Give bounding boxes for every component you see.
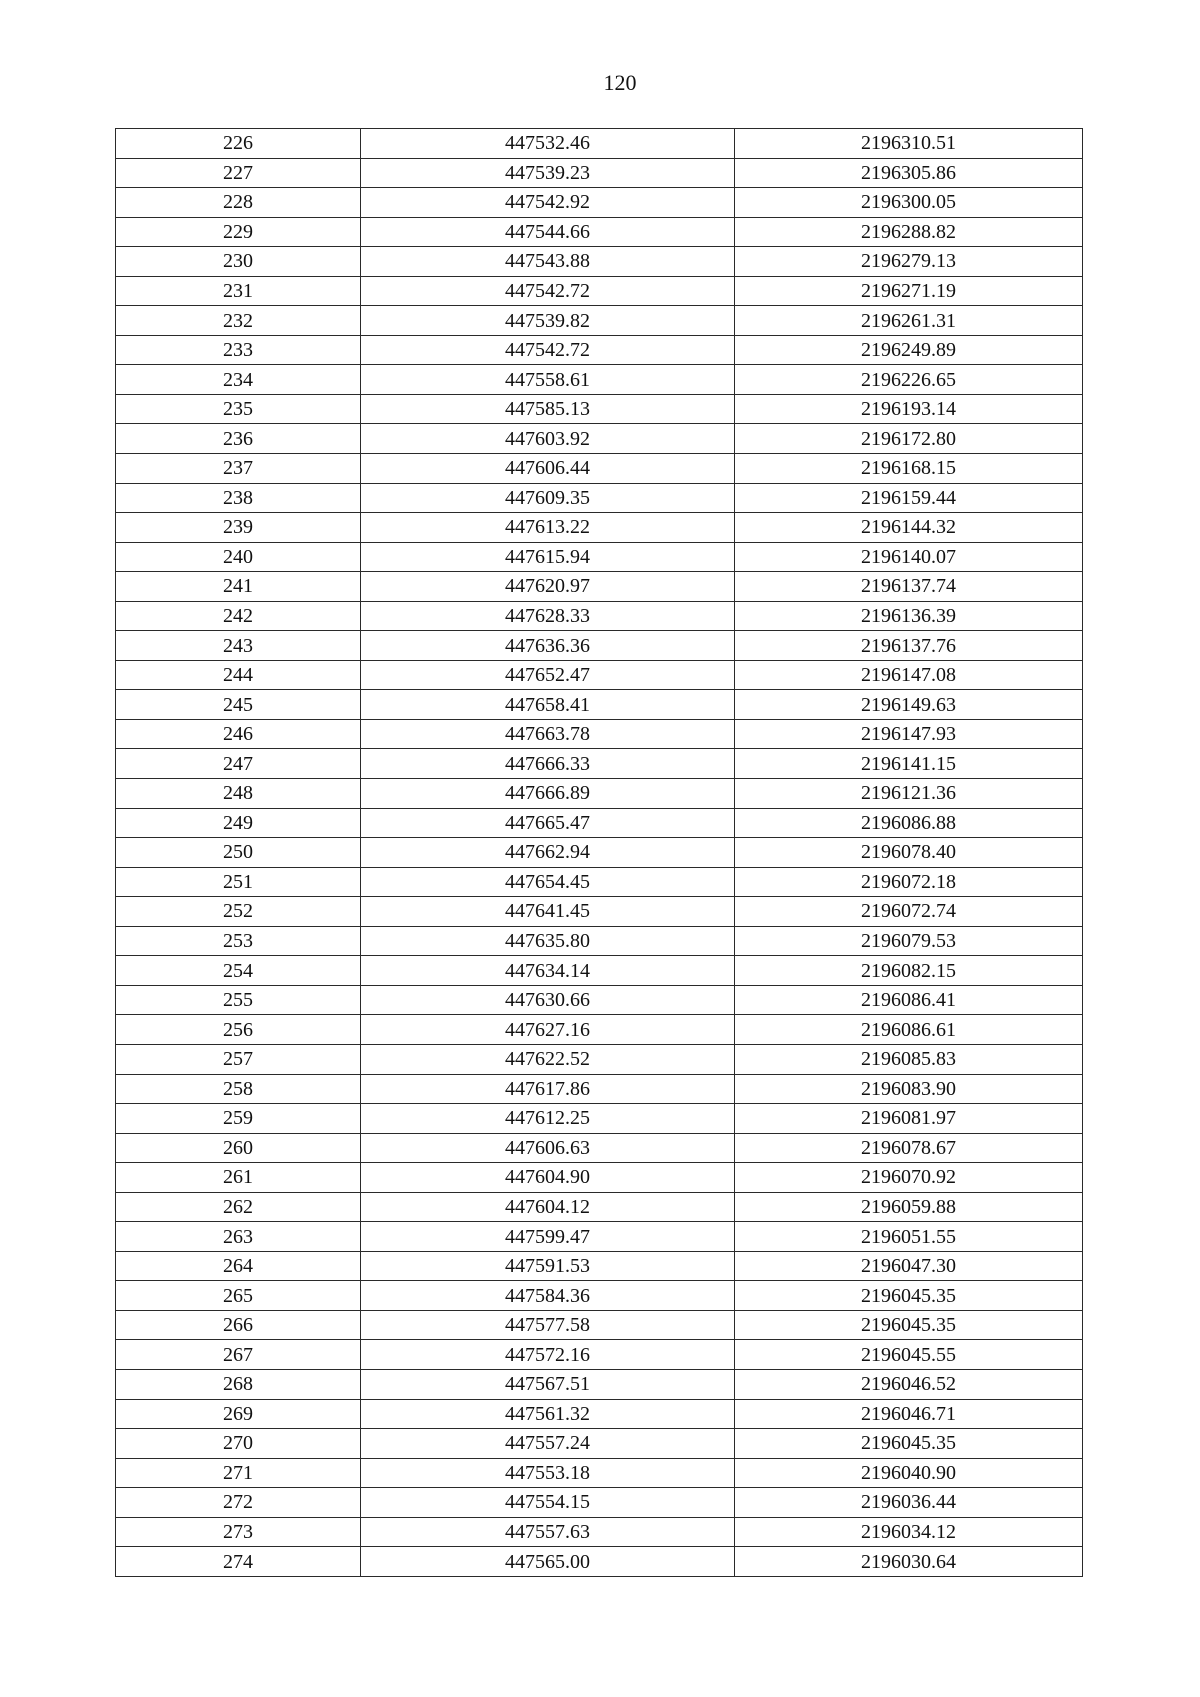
y-coordinate-cell: 2196288.82 <box>735 217 1083 247</box>
point-number-cell: 230 <box>116 247 361 277</box>
table-row <box>116 1547 1083 1577</box>
x-coordinate-cell: 447666.89 <box>361 779 735 809</box>
x-coordinate-cell: 447666.33 <box>361 749 735 779</box>
x-coordinate-cell: 447634.14 <box>361 956 735 986</box>
point-number-cell: 266 <box>116 1310 361 1340</box>
table-row <box>116 808 1083 838</box>
table-row <box>116 985 1083 1015</box>
point-number-cell: 240 <box>116 542 361 572</box>
point-number-cell: 234 <box>116 365 361 395</box>
y-coordinate-cell: 2196137.74 <box>735 572 1083 602</box>
y-coordinate-cell: 2196086.88 <box>735 808 1083 838</box>
table-row <box>116 1251 1083 1281</box>
point-number-cell: 260 <box>116 1133 361 1163</box>
x-coordinate-cell: 447604.12 <box>361 1192 735 1222</box>
table-row <box>116 247 1083 277</box>
table-row <box>116 1429 1083 1459</box>
y-coordinate-cell: 2196059.88 <box>735 1192 1083 1222</box>
y-coordinate-cell: 2196045.55 <box>735 1340 1083 1370</box>
y-coordinate-cell: 2196045.35 <box>735 1310 1083 1340</box>
x-coordinate-cell: 447532.46 <box>361 129 735 159</box>
x-coordinate-cell: 447652.47 <box>361 660 735 690</box>
table-row <box>116 513 1083 543</box>
y-coordinate-cell: 2196040.90 <box>735 1458 1083 1488</box>
x-coordinate-cell: 447567.51 <box>361 1369 735 1399</box>
point-number-cell: 227 <box>116 158 361 188</box>
x-coordinate-cell: 447609.35 <box>361 483 735 513</box>
y-coordinate-cell: 2196226.65 <box>735 365 1083 395</box>
y-coordinate-cell: 2196046.71 <box>735 1399 1083 1429</box>
x-coordinate-cell: 447627.16 <box>361 1015 735 1045</box>
y-coordinate-cell: 2196081.97 <box>735 1104 1083 1134</box>
table-row <box>116 335 1083 365</box>
y-coordinate-cell: 2196085.83 <box>735 1044 1083 1074</box>
table-row <box>116 572 1083 602</box>
table-row <box>116 1133 1083 1163</box>
table-row <box>116 1163 1083 1193</box>
table-row <box>116 690 1083 720</box>
x-coordinate-cell: 447663.78 <box>361 719 735 749</box>
point-number-cell: 245 <box>116 690 361 720</box>
point-number-cell: 232 <box>116 306 361 336</box>
x-coordinate-cell: 447585.13 <box>361 394 735 424</box>
x-coordinate-cell: 447665.47 <box>361 808 735 838</box>
x-coordinate-cell: 447542.72 <box>361 276 735 306</box>
y-coordinate-cell: 2196193.14 <box>735 394 1083 424</box>
y-coordinate-cell: 2196072.18 <box>735 867 1083 897</box>
x-coordinate-cell: 447603.92 <box>361 424 735 454</box>
table-row <box>116 1517 1083 1547</box>
table-row <box>116 1015 1083 1045</box>
y-coordinate-cell: 2196141.15 <box>735 749 1083 779</box>
table-row <box>116 1281 1083 1311</box>
point-number-cell: 237 <box>116 454 361 484</box>
point-number-cell: 250 <box>116 838 361 868</box>
table-row <box>116 1310 1083 1340</box>
table-row <box>116 188 1083 218</box>
point-number-cell: 270 <box>116 1429 361 1459</box>
point-number-cell: 256 <box>116 1015 361 1045</box>
point-number-cell: 243 <box>116 631 361 661</box>
y-coordinate-cell: 2196078.40 <box>735 838 1083 868</box>
table-row <box>116 719 1083 749</box>
point-number-cell: 261 <box>116 1163 361 1193</box>
y-coordinate-cell: 2196172.80 <box>735 424 1083 454</box>
table-row <box>116 1222 1083 1252</box>
table-row <box>116 1104 1083 1134</box>
point-number-cell: 263 <box>116 1222 361 1252</box>
point-number-cell: 238 <box>116 483 361 513</box>
y-coordinate-cell: 2196045.35 <box>735 1281 1083 1311</box>
y-coordinate-cell: 2196271.19 <box>735 276 1083 306</box>
x-coordinate-cell: 447615.94 <box>361 542 735 572</box>
table-row <box>116 601 1083 631</box>
x-coordinate-cell: 447617.86 <box>361 1074 735 1104</box>
x-coordinate-cell: 447606.63 <box>361 1133 735 1163</box>
y-coordinate-cell: 2196137.76 <box>735 631 1083 661</box>
point-number-cell: 231 <box>116 276 361 306</box>
x-coordinate-cell: 447553.18 <box>361 1458 735 1488</box>
x-coordinate-cell: 447628.33 <box>361 601 735 631</box>
x-coordinate-cell: 447612.25 <box>361 1104 735 1134</box>
x-coordinate-cell: 447543.88 <box>361 247 735 277</box>
y-coordinate-cell: 2196045.35 <box>735 1429 1083 1459</box>
x-coordinate-cell: 447554.15 <box>361 1488 735 1518</box>
y-coordinate-cell: 2196051.55 <box>735 1222 1083 1252</box>
table-row <box>116 779 1083 809</box>
y-coordinate-cell: 2196140.07 <box>735 542 1083 572</box>
x-coordinate-cell: 447542.72 <box>361 335 735 365</box>
point-number-cell: 248 <box>116 779 361 809</box>
table-row <box>116 424 1083 454</box>
y-coordinate-cell: 2196086.61 <box>735 1015 1083 1045</box>
point-number-cell: 273 <box>116 1517 361 1547</box>
point-number-cell: 253 <box>116 926 361 956</box>
point-number-cell: 228 <box>116 188 361 218</box>
x-coordinate-cell: 447557.63 <box>361 1517 735 1547</box>
point-number-cell: 267 <box>116 1340 361 1370</box>
x-coordinate-cell: 447613.22 <box>361 513 735 543</box>
table-row <box>116 454 1083 484</box>
y-coordinate-cell: 2196082.15 <box>735 956 1083 986</box>
x-coordinate-cell: 447622.52 <box>361 1044 735 1074</box>
table-row <box>116 897 1083 927</box>
x-coordinate-cell: 447561.32 <box>361 1399 735 1429</box>
y-coordinate-cell: 2196083.90 <box>735 1074 1083 1104</box>
table-row <box>116 217 1083 247</box>
point-number-cell: 259 <box>116 1104 361 1134</box>
point-number-cell: 255 <box>116 985 361 1015</box>
point-number-cell: 236 <box>116 424 361 454</box>
point-number-cell: 246 <box>116 719 361 749</box>
y-coordinate-cell: 2196144.32 <box>735 513 1083 543</box>
point-number-cell: 274 <box>116 1547 361 1577</box>
x-coordinate-cell: 447641.45 <box>361 897 735 927</box>
y-coordinate-cell: 2196279.13 <box>735 247 1083 277</box>
x-coordinate-cell: 447557.24 <box>361 1429 735 1459</box>
x-coordinate-cell: 447572.16 <box>361 1340 735 1370</box>
point-number-cell: 252 <box>116 897 361 927</box>
y-coordinate-cell: 2196070.92 <box>735 1163 1083 1193</box>
x-coordinate-cell: 447658.41 <box>361 690 735 720</box>
y-coordinate-cell: 2196047.30 <box>735 1251 1083 1281</box>
table-row <box>116 365 1083 395</box>
y-coordinate-cell: 2196034.12 <box>735 1517 1083 1547</box>
table-row <box>116 1488 1083 1518</box>
y-coordinate-cell: 2196086.41 <box>735 985 1083 1015</box>
y-coordinate-cell: 2196079.53 <box>735 926 1083 956</box>
point-number-cell: 249 <box>116 808 361 838</box>
point-number-cell: 268 <box>116 1369 361 1399</box>
point-number-cell: 229 <box>116 217 361 247</box>
table-row <box>116 542 1083 572</box>
point-number-cell: 247 <box>116 749 361 779</box>
y-coordinate-cell: 2196078.67 <box>735 1133 1083 1163</box>
point-number-cell: 226 <box>116 129 361 159</box>
point-number-cell: 251 <box>116 867 361 897</box>
y-coordinate-cell: 2196300.05 <box>735 188 1083 218</box>
table-row <box>116 867 1083 897</box>
table-row <box>116 129 1083 159</box>
x-coordinate-cell: 447539.23 <box>361 158 735 188</box>
table-row <box>116 838 1083 868</box>
point-number-cell: 257 <box>116 1044 361 1074</box>
point-number-cell: 244 <box>116 660 361 690</box>
table-row <box>116 956 1083 986</box>
page-number: 120 <box>603 70 637 95</box>
table-row <box>116 1074 1083 1104</box>
point-number-cell: 264 <box>116 1251 361 1281</box>
point-number-cell: 262 <box>116 1192 361 1222</box>
x-coordinate-cell: 447635.80 <box>361 926 735 956</box>
y-coordinate-cell: 2196261.31 <box>735 306 1083 336</box>
y-coordinate-cell: 2196036.44 <box>735 1488 1083 1518</box>
y-coordinate-cell: 2196121.36 <box>735 779 1083 809</box>
point-number-cell: 235 <box>116 394 361 424</box>
x-coordinate-cell: 447636.36 <box>361 631 735 661</box>
x-coordinate-cell: 447620.97 <box>361 572 735 602</box>
y-coordinate-cell: 2196249.89 <box>735 335 1083 365</box>
y-coordinate-cell: 2196168.15 <box>735 454 1083 484</box>
table-row <box>116 158 1083 188</box>
point-number-cell: 239 <box>116 513 361 543</box>
table-row <box>116 483 1083 513</box>
x-coordinate-cell: 447558.61 <box>361 365 735 395</box>
x-coordinate-cell: 447539.82 <box>361 306 735 336</box>
table-row <box>116 1192 1083 1222</box>
point-number-cell: 241 <box>116 572 361 602</box>
y-coordinate-cell: 2196046.52 <box>735 1369 1083 1399</box>
point-number-cell: 272 <box>116 1488 361 1518</box>
coordinates-table <box>115 128 1083 1577</box>
x-coordinate-cell: 447630.66 <box>361 985 735 1015</box>
table-row <box>116 306 1083 336</box>
point-number-cell: 271 <box>116 1458 361 1488</box>
x-coordinate-cell: 447604.90 <box>361 1163 735 1193</box>
table-row <box>116 1458 1083 1488</box>
point-number-cell: 242 <box>116 601 361 631</box>
y-coordinate-cell: 2196147.08 <box>735 660 1083 690</box>
point-number-cell: 233 <box>116 335 361 365</box>
table-row <box>116 631 1083 661</box>
x-coordinate-cell: 447654.45 <box>361 867 735 897</box>
x-coordinate-cell: 447542.92 <box>361 188 735 218</box>
table-row <box>116 394 1083 424</box>
y-coordinate-cell: 2196147.93 <box>735 719 1083 749</box>
table-row <box>116 660 1083 690</box>
coordinates-table-body <box>116 129 1083 1577</box>
x-coordinate-cell: 447599.47 <box>361 1222 735 1252</box>
table-row <box>116 1399 1083 1429</box>
y-coordinate-cell: 2196305.86 <box>735 158 1083 188</box>
x-coordinate-cell: 447565.00 <box>361 1547 735 1577</box>
table-row <box>116 749 1083 779</box>
point-number-cell: 265 <box>116 1281 361 1311</box>
x-coordinate-cell: 447544.66 <box>361 217 735 247</box>
point-number-cell: 258 <box>116 1074 361 1104</box>
y-coordinate-cell: 2196136.39 <box>735 601 1083 631</box>
y-coordinate-cell: 2196159.44 <box>735 483 1083 513</box>
table-row <box>116 1369 1083 1399</box>
x-coordinate-cell: 447584.36 <box>361 1281 735 1311</box>
table-row <box>116 1340 1083 1370</box>
point-number-cell: 269 <box>116 1399 361 1429</box>
y-coordinate-cell: 2196149.63 <box>735 690 1083 720</box>
y-coordinate-cell: 2196072.74 <box>735 897 1083 927</box>
x-coordinate-cell: 447577.58 <box>361 1310 735 1340</box>
y-coordinate-cell: 2196310.51 <box>735 129 1083 159</box>
y-coordinate-cell: 2196030.64 <box>735 1547 1083 1577</box>
table-row <box>116 926 1083 956</box>
table-row <box>116 1044 1083 1074</box>
point-number-cell: 254 <box>116 956 361 986</box>
x-coordinate-cell: 447606.44 <box>361 454 735 484</box>
x-coordinate-cell: 447591.53 <box>361 1251 735 1281</box>
x-coordinate-cell: 447662.94 <box>361 838 735 868</box>
table-row <box>116 276 1083 306</box>
